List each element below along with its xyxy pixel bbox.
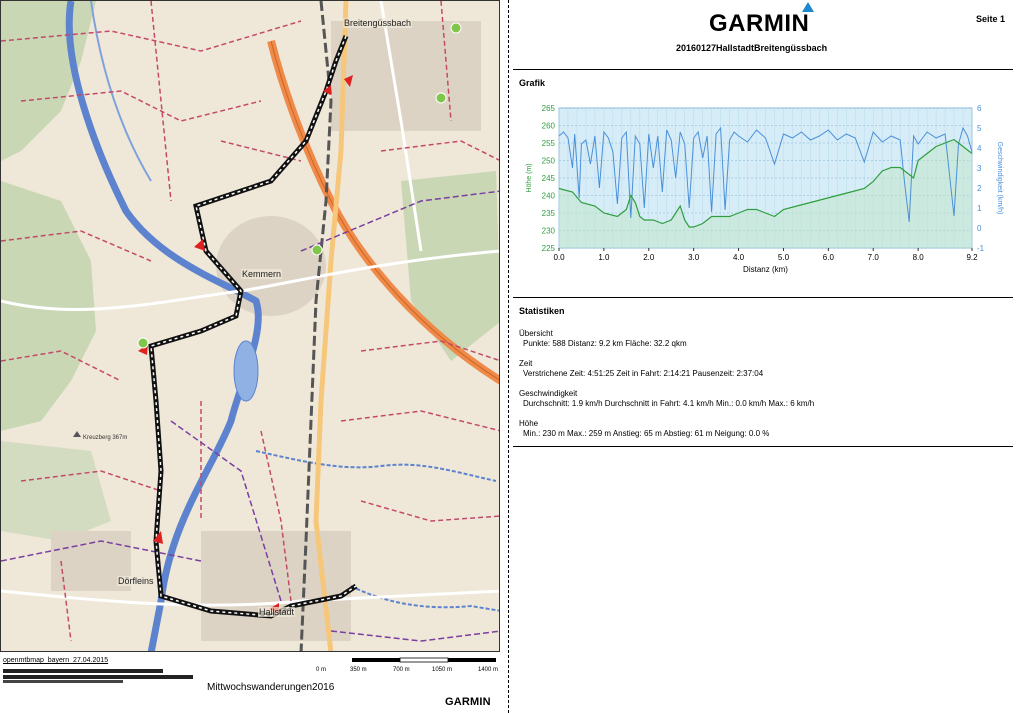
forest-area — [401, 171, 500, 361]
y-tick-label: 255 — [541, 139, 555, 148]
x-tick-label: 0.0 — [553, 253, 565, 262]
x-tick-label: 2.0 — [643, 253, 655, 262]
forest-area — [1, 441, 111, 541]
section-divider — [513, 446, 1013, 447]
collection-title: Mittwochswanderungen2016 — [207, 682, 335, 693]
place-label-doerfleins: Dörfleins — [118, 576, 154, 586]
poi-label-kreuzberg: Kreuzberg 367m — [83, 435, 128, 441]
y2-tick-label: 4 — [977, 144, 982, 153]
x-axis-label: Distanz (km) — [743, 265, 788, 274]
place-label-hallstadt: Hallstadt — [259, 607, 295, 617]
overview-label: Übersicht — [519, 329, 553, 338]
scale-label: 1400 m — [478, 667, 499, 673]
speed-values: Durchschnitt: 1.9 km/h Durchschnitt in Fahrt: 4.1 km/h Min.: 0.0 km/h Max.: 6 km/h — [523, 399, 815, 408]
page-divider — [508, 0, 509, 713]
y-tick-label: 250 — [541, 156, 555, 166]
y2-tick-label: -1 — [977, 244, 985, 253]
scale-label: 350 m — [350, 667, 367, 673]
settlement-area — [216, 216, 326, 316]
garmin-logo-text: GARMIN — [709, 10, 810, 37]
y2-tick-label: 5 — [977, 124, 982, 133]
place-label-breitenguessbach: Breitengüssbach — [344, 18, 412, 28]
section-divider — [513, 297, 1013, 298]
overview-values: Punkte: 588 Distanz: 9.2 km Fläche: 32.2 qkm — [523, 339, 687, 348]
info-icon[interactable] — [436, 93, 446, 103]
info-icon[interactable] — [312, 245, 322, 255]
y-tick-label: 260 — [541, 121, 555, 131]
garmin-logo-small: GARMIN — [445, 696, 491, 708]
stream — [256, 451, 496, 481]
height-label: Höhe — [519, 419, 539, 428]
y2-tick-label: 6 — [977, 104, 982, 113]
map-source-label: openmtbmap_bayern_27.04.2015 — [3, 657, 109, 664]
graph-heading: Grafik — [519, 78, 546, 88]
y2-axis-label: Geschwindigkeit (km/h) — [996, 141, 1003, 215]
y-tick-label: 225 — [541, 244, 555, 253]
y-axis-label: Höhe (m) — [526, 163, 533, 193]
y2-tick-label: 3 — [977, 164, 982, 173]
scale-label: 700 m — [393, 667, 410, 673]
page-number: Seite 1 — [976, 14, 1006, 24]
settlement-area — [331, 21, 481, 131]
y2-tick-label: 1 — [977, 204, 982, 213]
section-divider — [513, 69, 1013, 70]
height-values: Min.: 230 m Max.: 259 m Anstieg: 65 m Abstieg: 61 m Neigung: 0.0 % — [523, 429, 770, 438]
x-tick-label: 9.2 — [966, 253, 978, 262]
garmin-logo — [709, 10, 809, 38]
place-label-kemmern: Kemmern — [242, 269, 282, 279]
scale-bar — [310, 657, 500, 675]
y-tick-label: 235 — [541, 209, 555, 218]
x-tick-label: 3.0 — [688, 253, 700, 262]
speed-label: Geschwindigkeit — [519, 389, 578, 398]
map-canvas[interactable] — [1, 1, 500, 652]
activity-name: 20160127HallstadtBreitengüssbach — [676, 43, 828, 53]
scale-label: 1050 m — [432, 667, 453, 673]
x-tick-label: 7.0 — [867, 253, 879, 262]
elevation-speed-chart[interactable] — [513, 100, 1008, 285]
garmin-triangle-icon — [802, 2, 814, 12]
forest-area — [1, 181, 96, 431]
summit-icon — [73, 431, 81, 437]
time-label: Zeit — [519, 359, 533, 368]
y2-tick-label: 2 — [977, 184, 982, 193]
forest-area — [1, 1, 96, 161]
info-icon[interactable] — [138, 338, 148, 348]
scale-label: 0 m — [316, 667, 327, 673]
route-map[interactable] — [0, 0, 500, 652]
y-tick-label: 245 — [541, 174, 555, 183]
y-tick-label: 230 — [541, 226, 555, 236]
x-tick-label: 6.0 — [822, 253, 834, 262]
x-tick-label: 8.0 — [912, 253, 924, 262]
time-values: Verstrichene Zeit: 4:51:25 Zeit in Fahrt: 2:14:21 Pausenzeit: 2:37:04 — [523, 369, 764, 378]
redacted-text — [3, 668, 195, 684]
x-tick-label: 4.0 — [733, 253, 745, 262]
x-tick-label: 1.0 — [598, 253, 610, 262]
lake — [234, 341, 258, 401]
y-tick-label: 265 — [541, 104, 555, 113]
y2-tick-label: 0 — [977, 224, 982, 233]
y-tick-label: 240 — [541, 191, 555, 201]
info-icon[interactable] — [451, 23, 461, 33]
stats-heading: Statistiken — [519, 306, 565, 316]
x-tick-label: 5.0 — [777, 253, 790, 262]
